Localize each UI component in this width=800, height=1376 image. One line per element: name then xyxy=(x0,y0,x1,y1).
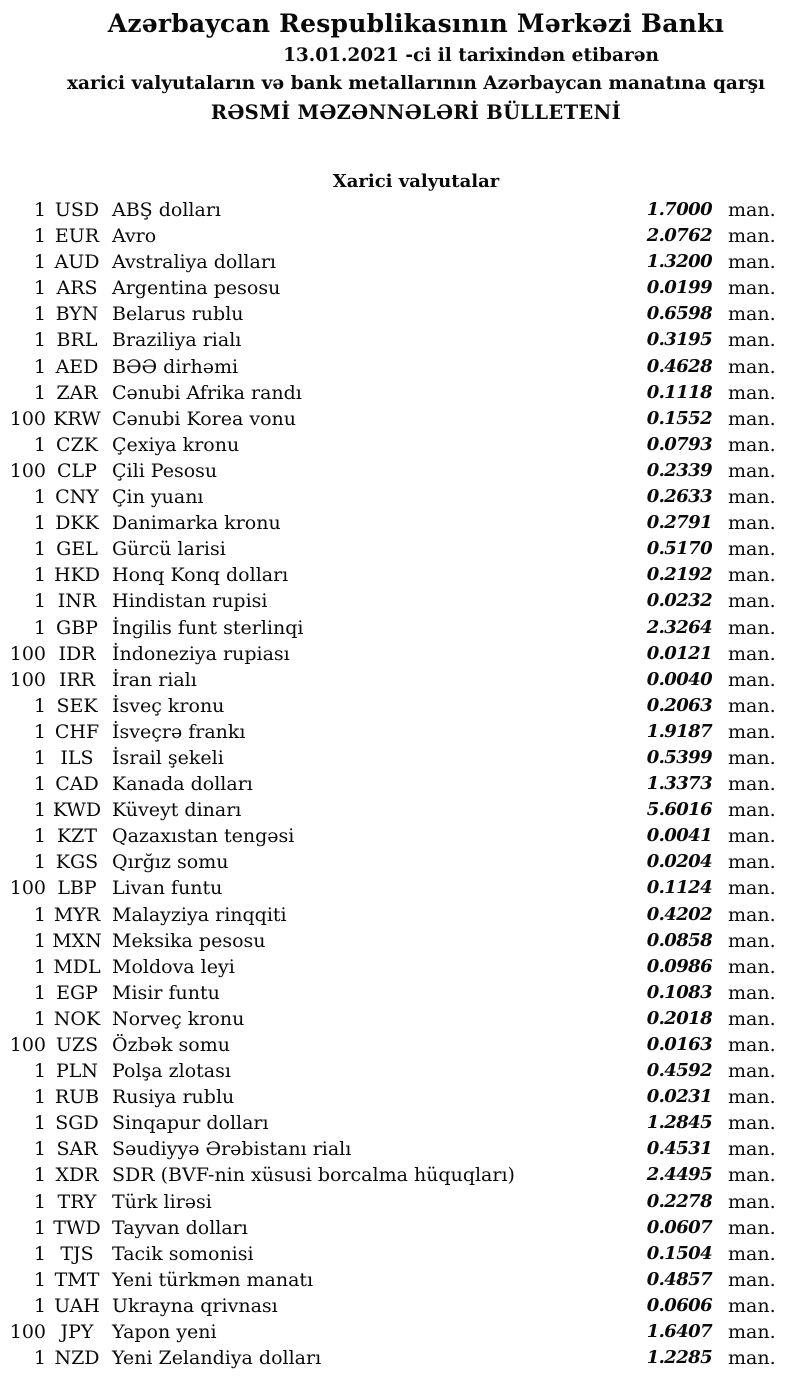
rate-value: 0.2018 xyxy=(646,1007,712,1029)
rate-row xyxy=(0,1084,774,1110)
rate-row xyxy=(0,849,774,875)
nominal-value: 1 xyxy=(33,720,46,743)
currency-name: Qazaxıstan tengəsi xyxy=(112,825,295,848)
rate-row xyxy=(0,1319,774,1345)
nominal-value: 1 xyxy=(33,1138,46,1161)
currency-name: İngilis funt sterlinqi xyxy=(112,616,304,639)
currency-code: NOK xyxy=(53,1007,101,1030)
rate-value: 0.0204 xyxy=(646,851,712,873)
rate-value: 0.4857 xyxy=(646,1268,712,1290)
unit-label: man. xyxy=(728,1007,776,1030)
bulletin-header xyxy=(32,0,800,128)
currency-code: LBP xyxy=(57,877,97,900)
nominal-value: 1 xyxy=(33,251,46,274)
unit-label: man. xyxy=(728,564,776,587)
nominal-value: 1 xyxy=(33,486,46,509)
rate-row xyxy=(0,275,774,301)
currency-code: IRR xyxy=(58,668,96,691)
nominal-value: 1 xyxy=(33,564,46,587)
rate-row xyxy=(0,641,774,667)
nominal-value: 1 xyxy=(33,1294,46,1317)
rate-value: 0.6598 xyxy=(646,303,712,325)
nominal-value: 100 xyxy=(9,668,46,691)
nominal-value: 100 xyxy=(9,877,46,900)
currency-name: Moldova leyi xyxy=(112,955,235,978)
nominal-value: 1 xyxy=(33,1164,46,1187)
unit-label: man. xyxy=(728,1294,776,1317)
nominal-value: 1 xyxy=(33,538,46,561)
currency-code: MDL xyxy=(53,955,101,978)
nominal-value: 1 xyxy=(33,694,46,717)
nominal-value: 1 xyxy=(33,1060,46,1083)
currency-name: Rusiya rublu xyxy=(112,1086,235,1109)
rate-value: 0.0793 xyxy=(646,433,712,455)
currency-name: Argentina pesosu xyxy=(112,277,281,300)
currency-code: INR xyxy=(57,590,97,613)
rate-value: 0.4202 xyxy=(646,903,712,925)
rate-value: 1.2285 xyxy=(646,1347,712,1369)
currency-code: SEK xyxy=(56,694,98,717)
unit-label: man. xyxy=(728,955,776,978)
currency-code: ARS xyxy=(56,277,98,300)
unit-label: man. xyxy=(728,538,776,561)
rate-row xyxy=(0,1162,774,1188)
currency-code: BYN xyxy=(55,303,99,326)
rate-value: 0.2192 xyxy=(646,564,712,586)
currency-name: Danimarka kronu xyxy=(112,512,281,535)
unit-label: man. xyxy=(728,459,776,482)
rate-row xyxy=(0,301,774,327)
currency-name: İsveçrə frankı xyxy=(112,720,246,743)
nominal-value: 1 xyxy=(33,1216,46,1239)
currency-code: JPY xyxy=(60,1321,94,1344)
rate-value: 0.2063 xyxy=(646,694,712,716)
unit-label: man. xyxy=(728,1112,776,1135)
currency-name: İsveç kronu xyxy=(112,694,225,717)
nominal-value: 1 xyxy=(33,1007,46,1030)
currency-name: Türk lirəsi xyxy=(112,1190,212,1213)
rate-value: 0.1083 xyxy=(646,981,712,1003)
nominal-value: 1 xyxy=(33,225,46,248)
rate-value: 1.7000 xyxy=(646,199,712,220)
nominal-value: 1 xyxy=(33,512,46,535)
nominal-value: 100 xyxy=(9,459,46,482)
currency-name: Polşa zlotası xyxy=(112,1060,231,1083)
currency-code: RUB xyxy=(54,1086,100,1109)
nominal-value: 1 xyxy=(33,1190,46,1213)
rate-row xyxy=(0,1136,774,1162)
rate-row xyxy=(0,458,774,484)
currency-code: SGD xyxy=(55,1112,99,1135)
rate-row xyxy=(0,954,774,980)
currency-name: Honq Konq dolları xyxy=(112,564,289,587)
rate-row xyxy=(0,745,774,771)
section-title-foreign-currencies: Xarici valyutalar xyxy=(332,171,500,192)
rate-value: 0.0858 xyxy=(646,929,712,951)
currency-name: Gürcü larisi xyxy=(112,538,226,561)
currency-code: MYR xyxy=(53,903,101,926)
currency-code: EGP xyxy=(56,981,98,1004)
nominal-value: 1 xyxy=(33,433,46,456)
unit-label: man. xyxy=(728,773,776,796)
rate-row xyxy=(0,588,774,614)
nominal-value: 1 xyxy=(33,329,46,352)
nominal-value: 1 xyxy=(33,981,46,1004)
rate-row xyxy=(0,380,774,406)
currency-name: SDR (BVF-nin xüsusi borcalma hüquqları) xyxy=(112,1164,515,1187)
currency-code: CLP xyxy=(57,459,97,482)
rate-value: 0.0199 xyxy=(646,277,712,299)
rate-value: 0.0606 xyxy=(646,1294,712,1316)
nominal-value: 1 xyxy=(33,355,46,378)
rate-row xyxy=(0,327,774,353)
currency-code: TRY xyxy=(57,1190,97,1213)
nominal-value: 1 xyxy=(33,199,46,221)
unit-label: man. xyxy=(728,251,776,274)
currency-name: Səudiyyə Ərəbistanı rialı xyxy=(112,1138,352,1161)
rate-value: 0.1504 xyxy=(646,1242,712,1264)
currency-code: KGS xyxy=(55,851,99,874)
unit-label: man. xyxy=(728,355,776,378)
unit-label: man. xyxy=(728,1321,776,1344)
currency-code: KZT xyxy=(56,825,98,848)
currency-code: UZS xyxy=(55,1034,99,1056)
rates-table xyxy=(0,197,800,1371)
unit-label: man. xyxy=(728,199,776,221)
nominal-value: 1 xyxy=(33,773,46,796)
currency-name: Qırğız somu xyxy=(112,851,229,874)
currency-name: Sinqapur dolları xyxy=(112,1112,269,1135)
currency-code: MXN xyxy=(52,929,102,952)
rate-value: 0.2633 xyxy=(646,486,712,508)
nominal-value: 100 xyxy=(9,642,46,665)
rate-row xyxy=(0,980,774,1006)
currency-code: EUR xyxy=(54,225,100,248)
unit-label: man. xyxy=(728,642,776,665)
rate-value: 0.3195 xyxy=(646,329,712,351)
rate-value: 0.0231 xyxy=(646,1086,712,1108)
nominal-value: 1 xyxy=(33,277,46,300)
currency-name: Meksika pesosu xyxy=(112,929,266,952)
rate-value: 0.4531 xyxy=(646,1138,712,1160)
nominal-value: 100 xyxy=(9,1034,46,1056)
rate-row xyxy=(0,771,774,797)
currency-code: CHF xyxy=(54,720,100,743)
unit-label: man. xyxy=(728,1347,776,1370)
rate-value: 1.9187 xyxy=(646,720,712,742)
rate-row xyxy=(0,693,774,719)
rate-value: 2.0762 xyxy=(646,225,712,247)
rate-value: 0.4592 xyxy=(646,1060,712,1082)
unit-label: man. xyxy=(728,1164,776,1187)
currency-name: Norveç kronu xyxy=(112,1007,245,1030)
effective-date-line: 13.01.2021 -ci il tarixindən etibarən xyxy=(283,45,659,66)
rate-row xyxy=(0,1215,774,1241)
currency-name: Misir funtu xyxy=(112,981,220,1004)
currency-code: CNY xyxy=(55,486,99,509)
rate-row xyxy=(0,510,774,536)
nominal-value: 1 xyxy=(33,851,46,874)
rate-row xyxy=(0,536,774,562)
currency-name: Yeni türkmən manatı xyxy=(112,1268,314,1291)
currency-name: Özbək somu xyxy=(112,1034,230,1056)
rate-row xyxy=(0,1293,774,1319)
rate-row xyxy=(0,875,774,901)
rate-row xyxy=(0,1189,774,1215)
unit-label: man. xyxy=(728,877,776,900)
rate-row xyxy=(0,432,774,458)
rate-value: 0.1118 xyxy=(646,381,712,403)
currency-code: TJS xyxy=(60,1242,94,1265)
currency-name: Kanada dolları xyxy=(112,773,253,796)
currency-name: Çin yuanı xyxy=(112,486,204,509)
rate-row xyxy=(0,719,774,745)
currency-name: ABŞ dolları xyxy=(112,199,221,221)
rate-value: 5.6016 xyxy=(646,799,712,821)
rate-row xyxy=(0,562,774,588)
currency-name: Cənubi Korea vonu xyxy=(112,407,296,430)
rate-value: 0.0607 xyxy=(646,1216,712,1238)
unit-label: man. xyxy=(728,694,776,717)
rate-row xyxy=(0,902,774,928)
unit-label: man. xyxy=(728,1242,776,1265)
nominal-value: 1 xyxy=(33,1268,46,1291)
unit-label: man. xyxy=(728,1034,776,1056)
nominal-value: 100 xyxy=(9,1321,46,1344)
unit-label: man. xyxy=(728,799,776,822)
rate-row xyxy=(0,667,774,693)
unit-label: man. xyxy=(728,486,776,509)
currency-name: İran rialı xyxy=(112,668,197,691)
rate-value: 0.2339 xyxy=(646,459,712,481)
currency-name: Malayziya rinqqiti xyxy=(112,903,287,926)
bulletin-title: RƏSMİ MƏZƏNNƏLƏRİ BÜLLETENİ xyxy=(210,101,622,124)
rate-value: 0.0040 xyxy=(646,668,712,690)
rate-value: 1.3373 xyxy=(646,773,712,795)
currency-name: Yapon yeni xyxy=(112,1321,217,1344)
unit-label: man. xyxy=(728,929,776,952)
unit-label: man. xyxy=(728,303,776,326)
currency-name: Çili Pesosu xyxy=(112,459,218,482)
unit-label: man. xyxy=(728,277,776,300)
nominal-value: 1 xyxy=(33,1347,46,1370)
nominal-value: 1 xyxy=(33,303,46,326)
currency-code: TMT xyxy=(54,1268,100,1291)
currency-code: AED xyxy=(55,355,99,378)
rate-value: 0.2791 xyxy=(646,512,712,534)
rate-row xyxy=(0,1345,774,1371)
currency-code: NZD xyxy=(54,1347,100,1370)
unit-label: man. xyxy=(728,1086,776,1109)
currency-code: KRW xyxy=(53,407,101,430)
rate-value: 1.6407 xyxy=(646,1321,712,1343)
currency-name: Çexiya kronu xyxy=(112,433,240,456)
rate-row xyxy=(0,1006,774,1032)
unit-label: man. xyxy=(728,1060,776,1083)
unit-label: man. xyxy=(728,381,776,404)
currency-name: İsrail şekeli xyxy=(112,746,224,769)
rate-value: 1.2845 xyxy=(646,1112,712,1134)
unit-label: man. xyxy=(728,1190,776,1213)
rate-row xyxy=(0,797,774,823)
rate-value: 0.1124 xyxy=(646,877,712,899)
rate-value: 2.3264 xyxy=(646,616,712,638)
rate-value: 0.0232 xyxy=(646,590,712,612)
nominal-value: 1 xyxy=(33,825,46,848)
currency-code: KWD xyxy=(52,799,102,822)
currency-name: Hindistan rupisi xyxy=(112,590,268,613)
rate-value: 0.4628 xyxy=(646,355,712,377)
currency-code: CAD xyxy=(55,773,99,796)
nominal-value: 100 xyxy=(9,407,46,430)
currency-code: IDR xyxy=(58,642,96,665)
currency-code: AUD xyxy=(54,251,100,274)
unit-label: man. xyxy=(728,981,776,1004)
nominal-value: 1 xyxy=(33,590,46,613)
unit-label: man. xyxy=(728,720,776,743)
unit-label: man. xyxy=(728,851,776,874)
currency-code: ILS xyxy=(60,746,94,769)
rate-value: 0.5170 xyxy=(646,538,712,560)
rate-value: 1.3200 xyxy=(646,251,712,273)
rate-value: 0.5399 xyxy=(646,746,712,768)
currency-name: Cənubi Afrika randı xyxy=(112,381,302,404)
unit-label: man. xyxy=(728,616,776,639)
rate-row xyxy=(0,928,774,954)
rate-row xyxy=(0,249,774,275)
currency-code: TWD xyxy=(53,1216,101,1239)
currency-code: XDR xyxy=(55,1164,99,1187)
currency-code: BRL xyxy=(56,329,98,352)
unit-label: man. xyxy=(728,1216,776,1239)
nominal-value: 1 xyxy=(33,1242,46,1265)
rate-value: 0.2278 xyxy=(646,1190,712,1212)
nominal-value: 1 xyxy=(33,746,46,769)
rate-value: 0.0121 xyxy=(646,642,712,664)
currency-name: Tacik somonisi xyxy=(112,1242,254,1265)
rate-value: 0.0986 xyxy=(646,955,712,977)
rate-value: 0.0163 xyxy=(646,1034,712,1055)
currency-name: BƏƏ dirhəmi xyxy=(112,355,239,378)
currency-name: Tayvan dolları xyxy=(112,1216,248,1239)
rate-row xyxy=(0,1032,774,1058)
currency-code: CZK xyxy=(56,433,98,456)
currency-code: UAH xyxy=(54,1294,100,1317)
unit-label: man. xyxy=(728,433,776,456)
currency-name: Ukrayna qrivnası xyxy=(112,1294,278,1317)
rate-row xyxy=(0,1058,774,1084)
bank-title: Azərbaycan Respublikasının Mərkəzi Bankı xyxy=(107,9,725,38)
currency-code: GBP xyxy=(56,616,98,639)
subject-line: xarici valyutaların və bank metallarının Azərbaycan manatına qarşı xyxy=(66,73,766,94)
currency-name: Livan funtu xyxy=(112,877,223,900)
unit-label: man. xyxy=(728,1138,776,1161)
unit-label: man. xyxy=(728,329,776,352)
rate-row xyxy=(0,197,774,223)
rate-row xyxy=(0,1110,774,1136)
rate-row xyxy=(0,223,774,249)
currency-code: GEL xyxy=(56,538,98,561)
unit-label: man. xyxy=(728,1268,776,1291)
rate-row xyxy=(0,615,774,641)
currency-name: Avro xyxy=(112,225,157,248)
currency-name: Küveyt dinarı xyxy=(112,799,242,822)
currency-code: HKD xyxy=(54,564,100,587)
nominal-value: 1 xyxy=(33,381,46,404)
currency-code: PLN xyxy=(55,1060,99,1083)
currency-name: Belarus rublu xyxy=(112,303,244,326)
nominal-value: 1 xyxy=(33,955,46,978)
currency-name: Avstraliya dolları xyxy=(112,251,276,274)
nominal-value: 1 xyxy=(33,616,46,639)
currency-code: DKK xyxy=(55,512,99,535)
nominal-value: 1 xyxy=(33,929,46,952)
nominal-value: 1 xyxy=(33,903,46,926)
rate-row xyxy=(0,823,774,849)
unit-label: man. xyxy=(728,903,776,926)
rate-value: 2.4495 xyxy=(646,1164,712,1186)
nominal-value: 1 xyxy=(33,1086,46,1109)
currency-code: ZAR xyxy=(56,381,98,404)
unit-label: man. xyxy=(728,512,776,535)
nominal-value: 1 xyxy=(33,799,46,822)
unit-label: man. xyxy=(728,746,776,769)
unit-label: man. xyxy=(728,225,776,248)
nominal-value: 1 xyxy=(33,1112,46,1135)
unit-label: man. xyxy=(728,590,776,613)
rate-value: 0.0041 xyxy=(646,825,712,847)
currency-name: Braziliya rialı xyxy=(112,329,242,352)
currency-name: Yeni Zelandiya dolları xyxy=(112,1347,322,1370)
rate-row xyxy=(0,354,774,380)
rate-row xyxy=(0,1267,774,1293)
rate-row xyxy=(0,406,774,432)
unit-label: man. xyxy=(728,407,776,430)
currency-code: USD xyxy=(54,199,100,221)
currency-name: İndoneziya rupiası xyxy=(112,642,290,665)
rate-row xyxy=(0,1241,774,1267)
unit-label: man. xyxy=(728,668,776,691)
rate-value: 0.1552 xyxy=(646,407,712,429)
rate-row xyxy=(0,484,774,510)
currency-code: SAR xyxy=(56,1138,98,1161)
unit-label: man. xyxy=(728,825,776,848)
